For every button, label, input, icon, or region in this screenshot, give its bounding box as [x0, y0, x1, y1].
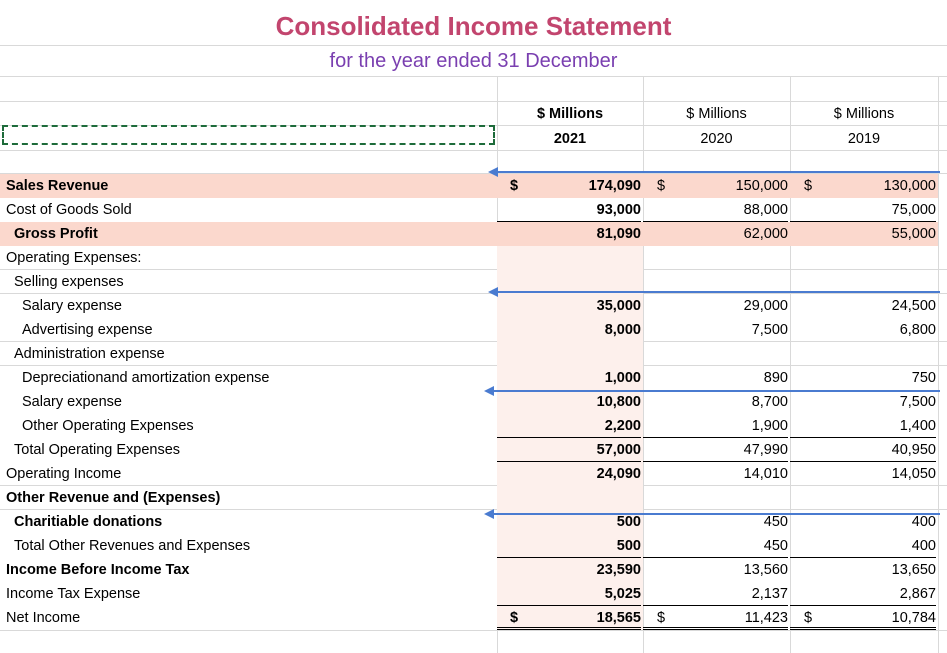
report-subtitle: for the year ended 31 December	[329, 50, 618, 72]
value-2020: 1,900	[643, 414, 788, 438]
value-2020: 13,560	[743, 562, 788, 578]
value-2019: 130,000	[883, 178, 936, 194]
row-administration-expense-heading[interactable]	[0, 342, 947, 366]
row-label: Operating Expenses:	[6, 250, 142, 266]
value-2020: 450	[643, 534, 788, 558]
value-2020: 450	[763, 514, 788, 530]
row-label: Total Other Revenues and Expenses	[14, 538, 251, 554]
arrow-left-icon	[488, 285, 940, 299]
header-year-2019: 2019	[847, 131, 881, 147]
value-2019: 40,950	[790, 438, 936, 462]
currency-symbol: $	[804, 610, 813, 626]
value-2019: 400	[911, 514, 936, 530]
row-income-tax-expense[interactable]	[0, 582, 947, 606]
arrow-left-icon	[484, 507, 940, 521]
row-label: Other Revenue and (Expenses)	[6, 490, 221, 506]
value-2020: 62,000	[743, 226, 788, 242]
arrow-left-icon	[484, 384, 940, 398]
value-2019: 7,500	[899, 394, 936, 410]
value-2021: 174,090	[588, 178, 641, 194]
row-label: Sales Revenue	[6, 178, 109, 194]
value-2020: 11,423	[643, 606, 788, 630]
value-2021: 93,000	[497, 198, 641, 222]
header-unit-2021: $ Millions	[536, 106, 604, 122]
value-2021: 500	[616, 514, 641, 530]
row-label: Operating Income	[6, 466, 122, 482]
value-2021: 1,000	[604, 370, 641, 386]
value-2021: 18,565	[497, 606, 641, 630]
value-2020: 88,000	[643, 198, 788, 222]
value-2020: 890	[763, 370, 788, 386]
row-label: Net Income	[6, 610, 81, 626]
value-2021: 24,090	[596, 466, 641, 482]
value-2021: 35,000	[596, 298, 641, 314]
value-2019: 1,400	[790, 414, 936, 438]
currency-symbol: $	[510, 178, 519, 194]
row-label: Cost of Goods Sold	[6, 202, 132, 218]
selected-cell[interactable]	[2, 125, 495, 145]
row-total-operating-expenses[interactable]	[0, 438, 947, 462]
row-label: Salary expense	[22, 298, 122, 314]
row-label: Depreciationand amortization expense	[22, 370, 270, 386]
value-2020: 29,000	[743, 298, 788, 314]
value-2019: 13,650	[891, 562, 936, 578]
row-label: Charitiable donations	[14, 514, 163, 530]
value-2019: 2,867	[790, 582, 936, 606]
header-unit-2020: $ Millions	[686, 106, 747, 122]
value-2020: 47,990	[643, 438, 788, 462]
currency-symbol: $	[657, 610, 666, 626]
value-2020: 7,500	[751, 322, 788, 338]
value-2019: 14,050	[891, 466, 936, 482]
report-title: Consolidated Income Statement	[275, 11, 672, 41]
row-label: Administration expense	[14, 346, 165, 362]
currency-symbol: $	[510, 610, 519, 626]
value-2020: 2,137	[643, 582, 788, 606]
value-2021: 81,090	[596, 226, 641, 242]
row-label: Income Before Income Tax	[6, 562, 190, 578]
value-2019: 750	[911, 370, 936, 386]
row-label: Selling expenses	[14, 274, 124, 290]
value-2020: 14,010	[743, 466, 788, 482]
value-2021: 2,200	[497, 414, 641, 438]
value-2019: 75,000	[790, 198, 936, 222]
value-2020: 150,000	[735, 178, 788, 194]
row-other-operating-expenses[interactable]	[0, 414, 947, 438]
row-label: Other Operating Expenses	[22, 418, 194, 434]
row-operating-income[interactable]	[0, 462, 947, 486]
value-2021: 57,000	[497, 438, 641, 462]
row-label: Income Tax Expense	[6, 586, 141, 602]
value-2019: 400	[790, 534, 936, 558]
value-2019: 6,800	[899, 322, 936, 338]
value-2020: 8,700	[751, 394, 788, 410]
value-2019: 10,784	[790, 606, 936, 630]
row-operating-expenses-heading[interactable]	[0, 246, 947, 270]
row-label: Gross Profit	[14, 226, 98, 242]
header-unit-2019: $ Millions	[833, 106, 895, 122]
value-2021: 5,025	[497, 582, 641, 606]
row-net-income[interactable]	[0, 606, 947, 630]
currency-symbol: $	[804, 178, 813, 194]
value-2021: 500	[497, 534, 641, 558]
row-advertising-expense[interactable]	[0, 318, 947, 342]
row-label: Advertising expense	[22, 322, 153, 338]
value-2019: 24,500	[891, 298, 936, 314]
row-total-other-revenues[interactable]	[0, 534, 947, 558]
row-gross-profit[interactable]	[0, 222, 947, 246]
value-2021: 23,590	[596, 562, 641, 578]
value-2019: 55,000	[891, 226, 936, 242]
header-year-2020: 2020	[700, 131, 733, 147]
value-2021: 8,000	[604, 322, 641, 338]
row-label: Salary expense	[22, 394, 122, 410]
header-year-2021: 2021	[553, 131, 587, 147]
arrow-left-icon	[488, 165, 940, 179]
value-2021: 10,800	[596, 394, 641, 410]
row-income-before-tax[interactable]	[0, 558, 947, 582]
currency-symbol: $	[657, 178, 666, 194]
row-cost-of-goods-sold[interactable]	[0, 198, 947, 222]
row-label: Total Operating Expenses	[14, 442, 181, 458]
